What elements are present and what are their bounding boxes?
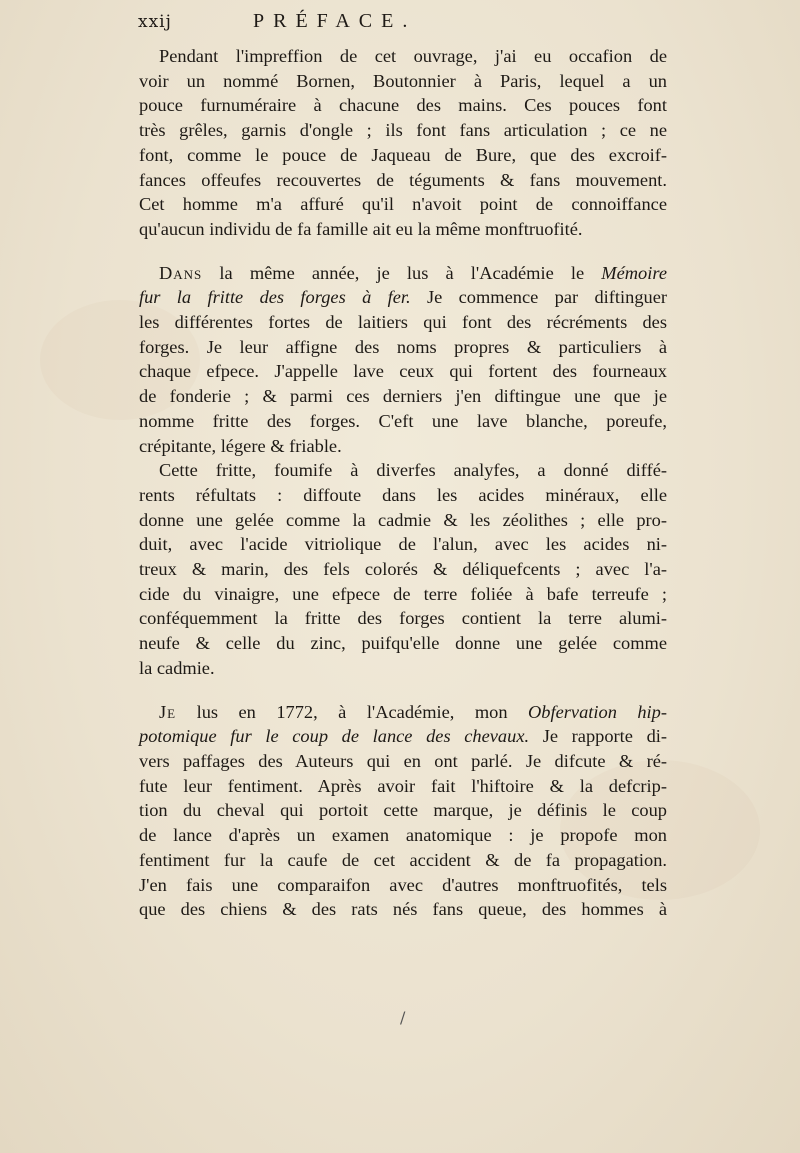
text-line: voir un nommé Bornen, Boutonnier à Paris, lequel a un bbox=[139, 70, 667, 91]
text-line bbox=[139, 261, 667, 286]
paragraph-1 bbox=[139, 44, 667, 242]
body-text bbox=[139, 44, 667, 922]
text-line: vers paffages des Auteurs qui en ont parlé. Je difcute & ré- bbox=[139, 750, 667, 771]
text-line: chaque efpece. J'appelle lave ceux qui fortent des fourneaux bbox=[139, 361, 667, 382]
text-line: pouce furnuméraire à chacune des mains. Ces pouces font bbox=[139, 95, 667, 116]
italic-title: Obfervation hip- bbox=[528, 701, 667, 722]
page-number: xxij bbox=[138, 12, 172, 32]
text-line: la cadmie. bbox=[139, 657, 215, 678]
text-line: de fonderie ; & parmi ces derniers j'en diftingue une que je bbox=[139, 386, 667, 407]
text-fragment: Je rapporte di- bbox=[529, 726, 668, 747]
text-fragment: la même année, je lus à l'Académie le bbox=[202, 262, 602, 283]
text-line: forges. Je leur affigne des noms propres & particuliers à bbox=[139, 336, 667, 357]
stray-mark: / bbox=[400, 1008, 406, 1027]
text-line: qu'aucun individu de fa famille ait eu la même monftruofité. bbox=[139, 218, 583, 239]
italic-title: Mémoire bbox=[601, 262, 667, 283]
italic-title: fur la fritte des forges à fer. bbox=[139, 287, 411, 308]
paragraph-3 bbox=[139, 458, 667, 680]
text-line: font, comme le pouce de Jaqueau de Bure, que des excroif- bbox=[139, 144, 667, 165]
text-line bbox=[139, 285, 667, 310]
text-line: fute leur fentiment. Après avoir fait l'hiftoire & la defcrip- bbox=[139, 775, 667, 796]
text-line: très grêles, garnis d'ongle ; ils font fans articulation ; ce ne bbox=[139, 120, 667, 141]
lead-word: Je bbox=[159, 701, 177, 722]
text-line: nomme fritte des forges. C'eft une lave blanche, poreufe, bbox=[139, 410, 667, 431]
text-line: de lance d'après un examen anatomique : je propofe mon bbox=[139, 825, 667, 846]
text-line: rents réfultats : diffoute dans les acides minéraux, elle bbox=[139, 484, 667, 505]
text-line: conféquemment la fritte des forges contient la terre alumi- bbox=[139, 608, 667, 629]
text-line bbox=[139, 700, 667, 725]
paragraph-4 bbox=[139, 700, 667, 922]
text-line: neufe & celle du zinc, puifqu'elle donne une gelée comme bbox=[139, 633, 667, 654]
page-header bbox=[138, 10, 698, 38]
text-line: les différentes fortes de laitiers qui font des récréments des bbox=[139, 312, 667, 333]
text-line: que des chiens & des rats nés fans queue, des hommes à bbox=[139, 899, 667, 920]
text-line bbox=[139, 724, 667, 749]
paragraph-2 bbox=[139, 261, 667, 459]
text-line: duit, avec l'acide vitriolique de l'alun, avec les acides ni- bbox=[139, 534, 667, 555]
text-line: fances offeufes recouvertes de téguments & fans mouvement. bbox=[139, 169, 667, 190]
lead-word: Dans bbox=[159, 262, 203, 283]
text-line: treux & marin, des fels colorés & déliquefcents ; avec l'a- bbox=[139, 559, 667, 580]
text-line: J'en fais une comparaifon avec d'autres monftruofités, tels bbox=[139, 874, 667, 895]
text-line: fentiment fur la caufe de cet accident & de fa propagation. bbox=[139, 849, 667, 870]
italic-title: potomique fur le coup de lance des chevaux. bbox=[139, 726, 530, 747]
text-line: Cet homme m'a affuré qu'il n'avoit point de connoiffance bbox=[139, 194, 667, 215]
text-fragment: Je commence par diftinguer bbox=[410, 287, 667, 308]
text-line: tion du cheval qui portoit cette marque, je définis le coup bbox=[139, 800, 667, 821]
text-line: cide du vinaigre, une efpece de terre foliée à bafe terreufe ; bbox=[139, 583, 667, 604]
text-fragment: lus en 1772, à l'Académie, mon bbox=[176, 701, 529, 722]
text-line: Pendant l'impreffion de cet ouvrage, j'ai eu occafion de bbox=[159, 46, 667, 66]
text-line: Cette fritte, foumife à diverfes analyfes, a donné diffé- bbox=[159, 460, 667, 481]
text-line: donne une gelée comme la cadmie & les zéolithes ; elle pro- bbox=[139, 509, 667, 530]
running-title: PRÉFACE. bbox=[253, 10, 417, 32]
text-line: crépitante, légere & friable. bbox=[139, 435, 342, 456]
